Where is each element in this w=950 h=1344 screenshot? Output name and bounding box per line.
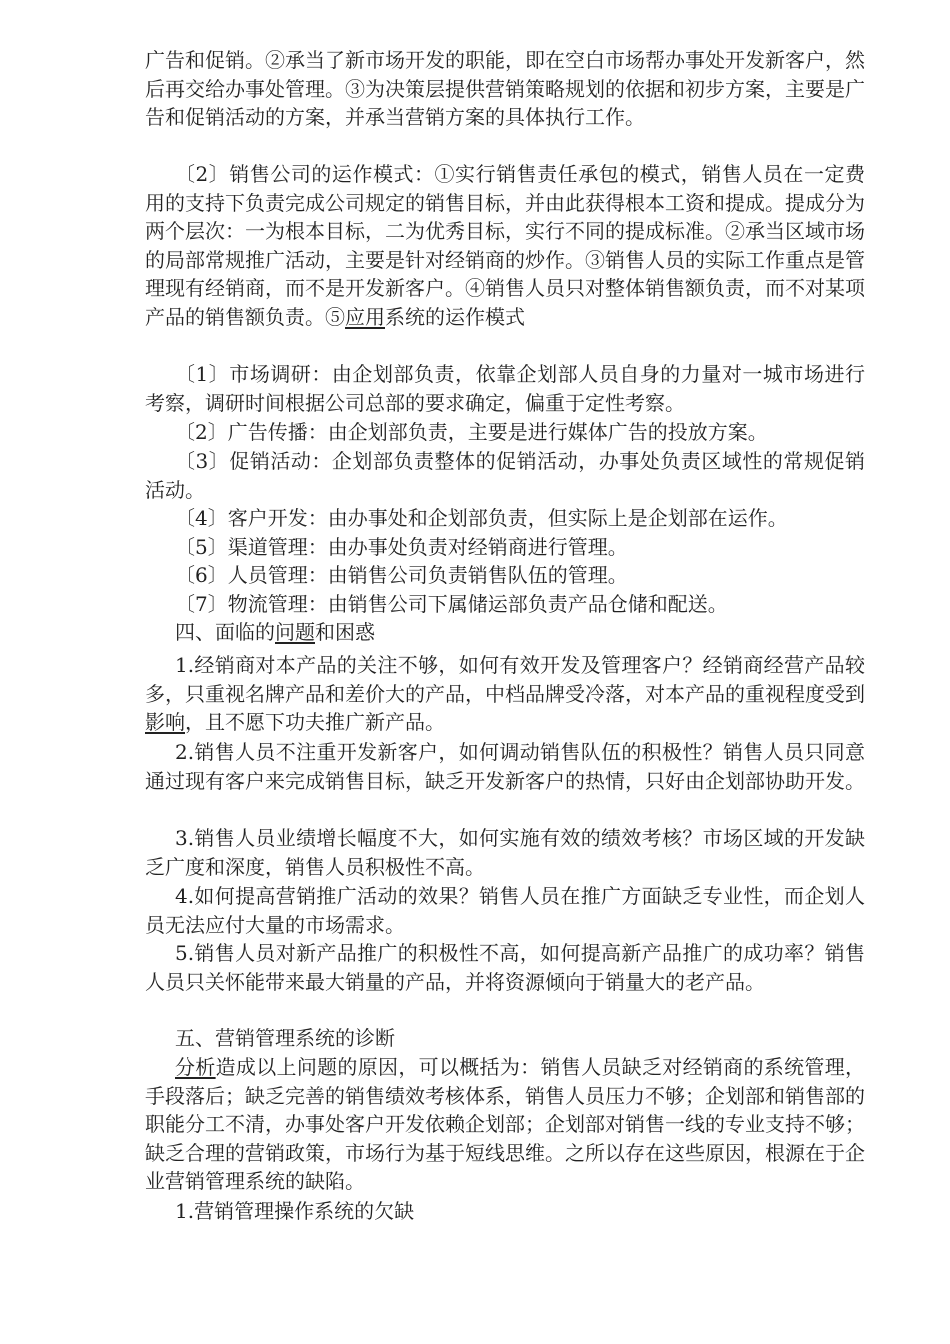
item-promotion [145, 447, 865, 504]
text: 系统的运作模式 [385, 304, 525, 329]
item-staff-management [145, 561, 865, 590]
problem-item-3 [145, 824, 865, 881]
text: 广告和促销。②承当了新市场开发的职能，即在空白市场帮办事处开发新客户，然后再交给办事处管理。③为决策层提供营销策略规划的依据和初步方案，主要是广告和促销活动的方案，并承当营销方案的具体执行工作。 [145, 48, 865, 129]
text: 4.如何提高营销推广活动的效果？销售人员在推广方面缺乏专业性，而企划人员无法应付大量的市场需求。 [145, 884, 865, 937]
text: 五、营销管理系统的诊断 [175, 1026, 395, 1050]
text: 〔6〕人员管理：由销售公司负责销售队伍的管理。 [175, 563, 628, 587]
text: 和困惑 [315, 620, 375, 644]
problem-item-1 [145, 651, 865, 737]
section-heading-diagnosis [145, 1024, 865, 1053]
underlined-term: 问题 [275, 620, 315, 644]
problem-item-2 [145, 738, 865, 795]
text: 1.经销商对本产品的关注不够，如何有效开发及管理客户？经销商经营产品较多，只重视名牌产品和差价大的产品，中档品牌受冷落，对本产品的重视程度受到 [145, 653, 865, 706]
section-heading-problems [145, 618, 865, 647]
item-customer-development [145, 504, 865, 533]
underlined-term: 应用 [345, 304, 385, 329]
subsection-heading-operating-system [145, 1197, 865, 1226]
item-market-research [145, 360, 865, 417]
item-channel-management [145, 533, 865, 562]
text: 〔2〕销售公司的运作模式：①实行销售责任承包的模式，销售人员在一定费用的支持下负责完成公司规定的销售目标，并由此获得根本工资和提成。提成分为两个层次：一为根本目标，二为优秀目标，实行不同的提成标准。②承当区域市场的局部常规推广活动，主要是针对经销商的炒作。③销售人员的实际工作重点是管理现有经销商，而不是开发新客户。④销售人员只对整体销售额负责，而不对某项产品的销售额负责。⑤ [145, 162, 865, 329]
text: 〔3〕促销活动：企划部负责整体的促销活动，办事处负责区域性的常规促销活动。 [145, 449, 865, 502]
paragraph-diagnosis-analysis [145, 1053, 865, 1196]
problem-item-5 [145, 939, 865, 996]
paragraph-sales-company-model [145, 160, 865, 331]
text: 3.销售人员业绩增长幅度不大，如何实施有效的绩效考核？市场区域的开发缺乏广度和深度，销售人员积极性不高。 [145, 826, 865, 879]
paragraph-marketing-dept-duties [145, 46, 865, 132]
text: 〔4〕客户开发：由办事处和企划部负责，但实际上是企划部在运作。 [175, 506, 788, 530]
text: 1.营销管理操作系统的欠缺 [175, 1199, 415, 1223]
text: 〔7〕物流管理：由销售公司下属储运部负责产品仓储和配送。 [175, 592, 728, 616]
text: 造成以上问题的原因，可以概括为：销售人员缺乏对经销商的系统管理，手段落后；缺乏完善的销售绩效考核体系，销售人员压力不够；企划部和销售部的职能分工不清，办事处客户开发依赖企划部；企划部对销售一线的专业支持不够；缺乏合理的营销政策，市场行为基于短线思维。之所以存在这些原因，根源在于企业营销管理系统的缺陷。 [145, 1055, 866, 1193]
text: 四、面临的 [175, 620, 275, 644]
text: ，且不愿下功夫推广新产品。 [185, 710, 445, 734]
text: 〔2〕广告传播：由企划部负责，主要是进行媒体广告的投放方案。 [175, 420, 768, 444]
item-advertising [145, 418, 865, 447]
text: 2.销售人员不注重开发新客户，如何调动销售队伍的积极性？销售人员只同意通过现有客户来完成销售目标，缺乏开发新客户的热情，只好由企划部协助开发。 [145, 740, 865, 793]
underlined-term: 影响 [145, 710, 185, 734]
text: 〔5〕渠道管理：由办事处负责对经销商进行管理。 [175, 535, 628, 559]
problem-item-4 [145, 882, 865, 939]
text: 5.销售人员对新产品推广的积极性不高，如何提高新产品推广的成功率？销售人员只关怀能带来最大销量的产品，并将资源倾向于销量大的老产品。 [145, 941, 865, 994]
text: 〔1〕市场调研：由企划部负责，依靠企划部人员自身的力量对一城市场进行考察，调研时间根据公司总部的要求确定，偏重于定性考察。 [145, 362, 865, 415]
item-logistics [145, 590, 865, 619]
underlined-term: 分析 [175, 1055, 216, 1079]
